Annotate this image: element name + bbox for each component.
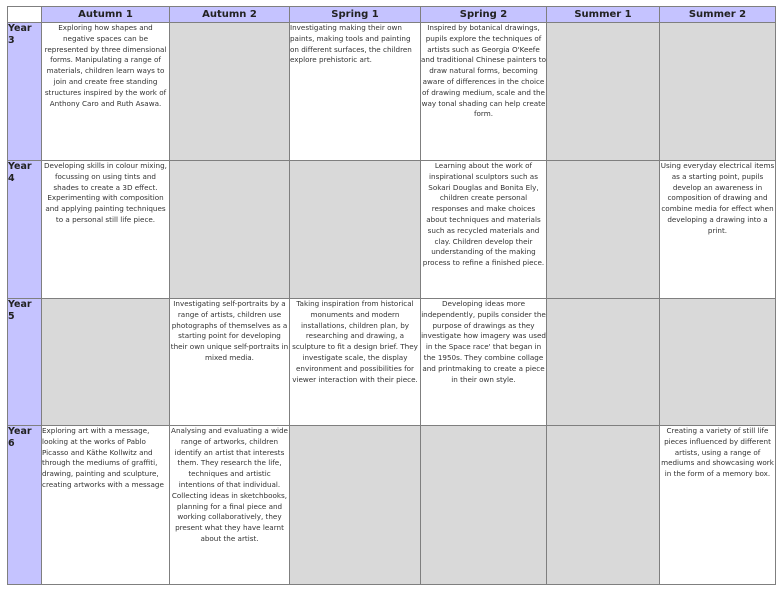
cell-year5-autumn1 [42, 299, 170, 426]
cell-year3-autumn2 [170, 23, 290, 161]
term-header-autumn-2: Autumn 2 [170, 7, 290, 23]
year-label-word: Year [8, 23, 32, 34]
term-header-spring-2: Spring 2 [421, 7, 547, 23]
cell-year3-spring2: Inspired by botanical drawings, pupils explore the techniques of artists such as Georgia O'Keefe and traditional Chinese painters to draw natural forms, becoming aware of differences in the choice of drawing medium, scale and the way tonal shading can help create form. [421, 23, 547, 161]
cell-year3-spring1: Investigating making their own paints, making tools and painting on different surfaces, the children explore prehistoric art. [290, 23, 421, 161]
cell-year4-spring2: Learning about the work of inspirational sculptors such as Sokari Douglas and Bonita Ely, children create personal responses and make choices about techniques and materials such as recycled materials and clay. Children develop their understanding of the making process to refine a finished piece. [421, 161, 547, 299]
term-header-summer-2: Summer 2 [660, 7, 776, 23]
year-label-word: Year [8, 299, 32, 310]
year-label-word: Year [8, 426, 32, 437]
cell-year6-summer2: Creating a variety of still life pieces influenced by different artists, using a range of mediums and showcasing work in the form of a memory box. [660, 426, 776, 585]
cell-year6-summer1 [547, 426, 660, 585]
cell-year4-spring1 [290, 161, 421, 299]
cell-year5-spring1: Taking inspiration from historical monuments and modern installations, children plan, by researching and drawing, a sculpture to fit a design brief. They investigate scale, the display environment and possibilities for viewer interaction with their piece. [290, 299, 421, 426]
year-row-5 [8, 299, 776, 426]
corner-cell [8, 7, 42, 23]
year-label-6 [8, 426, 42, 585]
year-label-word: Year [8, 161, 32, 172]
cell-year5-summer1 [547, 299, 660, 426]
cell-year3-autumn1: Exploring how shapes and negative spaces can be represented by three dimensional forms. Manipulating a range of materials, children learn ways to join and create free standing structures inspired by the work of Anthony Caro and Ruth Asawa. [42, 23, 170, 161]
curriculum-table [7, 6, 776, 585]
cell-year6-autumn1: Exploring art with a message, looking at the works of Pablo Picasso and Käthe Kollwitz and through the mediums of graffiti, drawing, painting and sculpture, creating artworks with a message [42, 426, 170, 585]
year-label-number: 4 [8, 173, 15, 184]
cell-year6-autumn2: Analysing and evaluating a wide range of artworks, children identify an artist that interests them. They research the life, techniques and artistic intentions of that individual. Collecting ideas in sketchbooks, planning for a final piece and working collaboratively, they present what they have learnt about the artist. [170, 426, 290, 585]
term-header-autumn-1: Autumn 1 [42, 7, 170, 23]
cell-year4-summer2: Using everyday electrical items as a starting point, pupils develop an awareness in composition of drawing and combine media for effect when developing a drawing into a print. [660, 161, 776, 299]
header-row [8, 7, 776, 23]
year-label-3 [8, 23, 42, 161]
year-label-number: 3 [8, 35, 15, 46]
cell-year4-summer1 [547, 161, 660, 299]
year-row-6 [8, 426, 776, 585]
term-header-spring-1: Spring 1 [290, 7, 421, 23]
cell-year5-summer2 [660, 299, 776, 426]
cell-year5-autumn2: Investigating self-portraits by a range of artists, children use photographs of themselves as a starting point for developing their own unique self-portraits in mixed media. [170, 299, 290, 426]
cell-year5-spring2: Developing ideas more independently, pupils consider the purpose of drawings as they investigate how imagery was used in the Space race' that began in the 1950s. They combine collage and printmaking to create a piece in their own style. [421, 299, 547, 426]
year-label-4 [8, 161, 42, 299]
cell-year4-autumn2 [170, 161, 290, 299]
cell-year6-spring2 [421, 426, 547, 585]
year-label-number: 5 [8, 311, 15, 322]
year-row-3 [8, 23, 776, 161]
cell-year6-spring1 [290, 426, 421, 585]
year-label-number: 6 [8, 438, 15, 449]
cell-year4-autumn1: Developing skills in colour mixing, focussing on using tints and shades to create a 3D effect. Experimenting with composition and applying painting techniques to a personal still life piece. [42, 161, 170, 299]
term-header-summer-1: Summer 1 [547, 7, 660, 23]
year-row-4 [8, 161, 776, 299]
year-label-5 [8, 299, 42, 426]
cell-year3-summer1 [547, 23, 660, 161]
cell-year3-summer2 [660, 23, 776, 161]
